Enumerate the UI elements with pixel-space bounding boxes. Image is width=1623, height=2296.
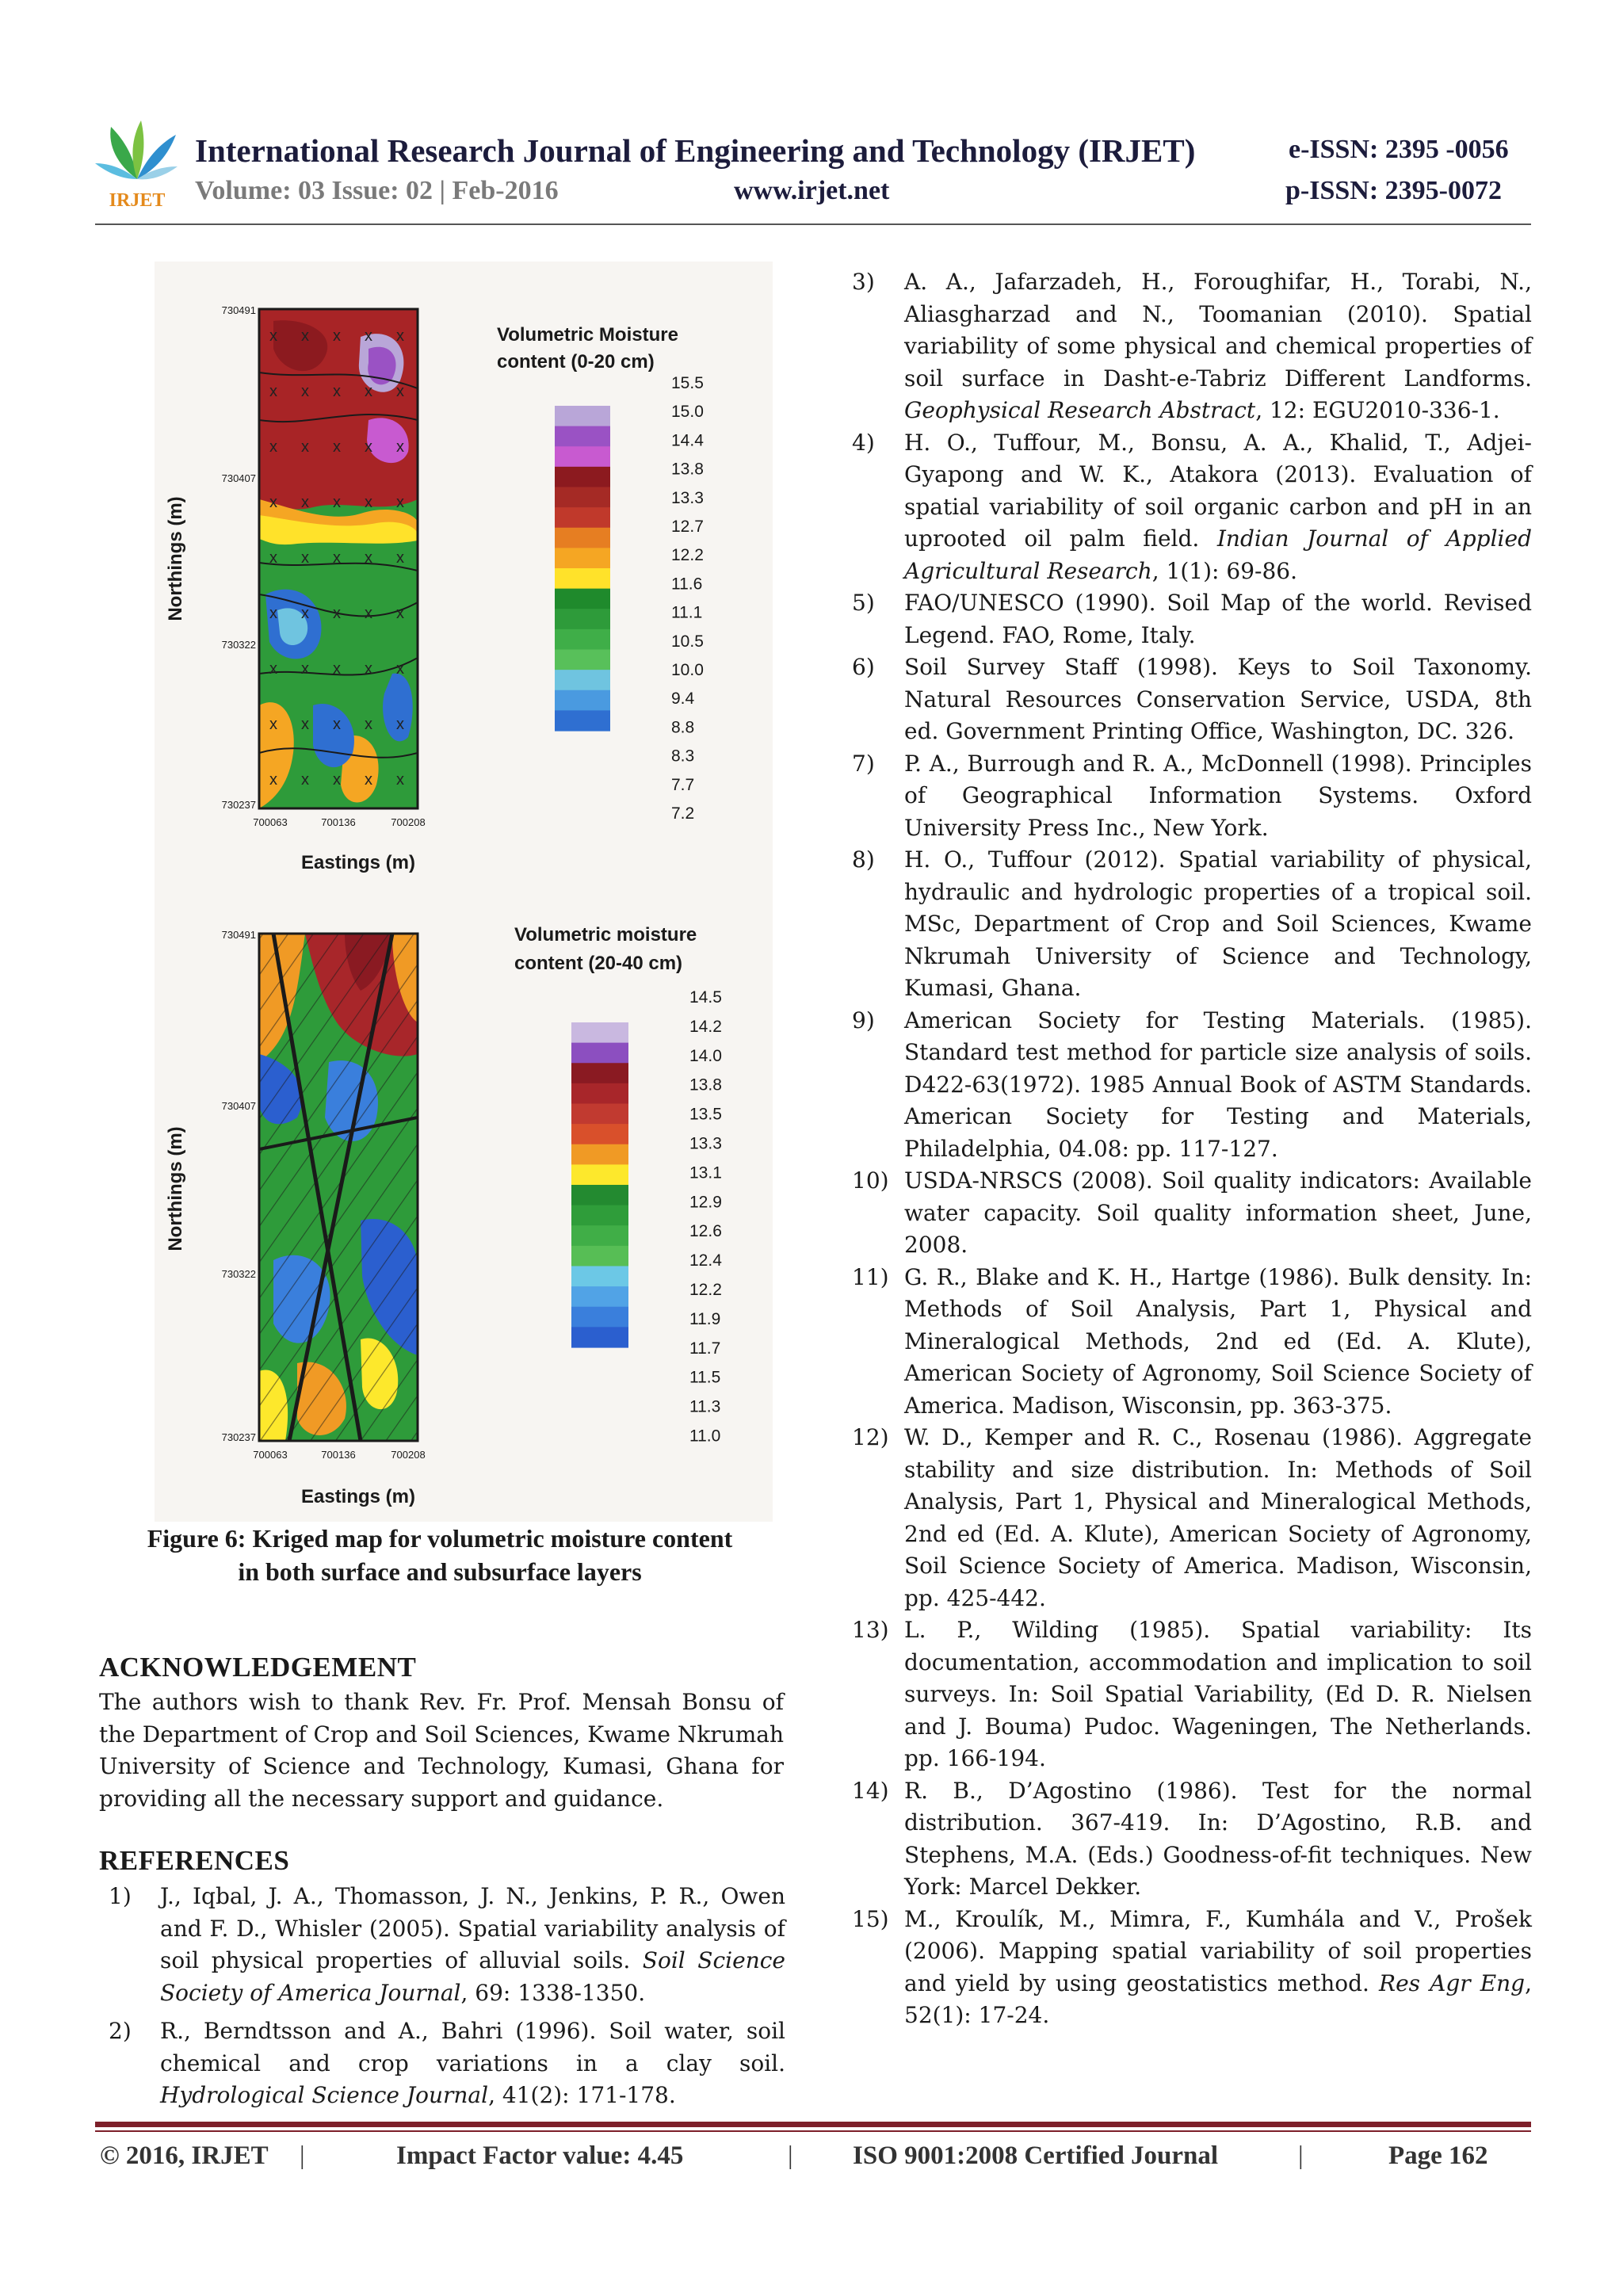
svg-text:x: x <box>269 494 277 511</box>
legend-value: 11.5 <box>689 1368 721 1387</box>
svg-text:x: x <box>365 549 372 567</box>
figure-caption <box>95 1522 785 1588</box>
journal-title: International Research Journal of Engineering and Technology (IRJET) <box>195 132 1196 169</box>
legend-value: 9.4 <box>671 690 695 709</box>
footer-separator: | <box>300 2141 305 2170</box>
reference-number: 1) <box>109 1883 132 1909</box>
legend-swatch <box>571 1185 628 1205</box>
map1-xtick-2: 700136 <box>321 816 356 828</box>
reference-text: J., Iqbal, J. A., Thomasson, J. N., Jenkins, P. R., Owen and F. D., Whisler (2005). Spatial variability analysis of soil physical properties of alluvial soils. <box>160 1883 785 1973</box>
svg-text:x: x <box>301 605 309 622</box>
svg-text:x: x <box>269 327 277 345</box>
reference-text: M., Kroulík, M., Mimra, F., Kumhála and V., Prošek (2006). Mapping spatial variability of soil properties and yield by using geostatistics method. <box>904 1905 1532 1996</box>
reference-text: G. R., Blake and K. H., Hartge (1986). Bulk density. In: Methods of Soil Analysis, Part 1, Physical and Mineralogical Methods, 2nd ed (Ed. A. Klute), American Society of Agronomy, Soil Science Society of America. Madison, Wisconsin, pp. 363-375. <box>904 1263 1532 1419</box>
svg-text:x: x <box>333 549 341 567</box>
reference-item <box>852 748 1532 845</box>
legend-value: 7.7 <box>671 775 695 794</box>
reference-text: Soil Survey Staff (1998). Keys to Soil Taxonomy. Natural Resources Conservation Service, USDA, 8th ed. Government Printing Office, Washington, DC. 326. <box>904 654 1532 744</box>
references-list-left <box>99 1881 785 2118</box>
kriged-maps <box>155 262 773 1522</box>
legend-swatch <box>571 1144 628 1165</box>
map1-legend-title-1: Volumetric Moisture <box>497 324 678 346</box>
references-list-right <box>852 266 1532 2032</box>
reference-item <box>852 1904 1532 2032</box>
legend-value: 12.2 <box>671 546 704 565</box>
legend-swatch <box>555 650 610 670</box>
map1-ytick-2: 730407 <box>221 472 256 484</box>
svg-text:x: x <box>269 605 277 622</box>
legend-value: 11.6 <box>671 575 703 594</box>
legend-value: 14.0 <box>689 1046 722 1065</box>
map2-subsurface <box>165 924 722 1507</box>
reference-details: , 69: 1338-1350. <box>460 1979 646 2006</box>
svg-text:x: x <box>365 438 372 456</box>
caption-line-2: in both surface and subsurface layers <box>238 1557 642 1586</box>
legend-value: 10.0 <box>671 661 704 679</box>
map1-ytick-1: 730491 <box>221 304 256 316</box>
map2-legend-labels <box>689 988 722 1446</box>
legend-swatch <box>571 1043 628 1064</box>
map1-legend-swatches <box>555 406 610 732</box>
reference-text: W. D., Kemper and R. C., Rosenau (1986). Aggregate stability and size distribution. In: Methods of Soil Analysis, Part 1, Physical and Mineralogical Methods, 2nd ed (Ed. A. Klute), American Society of Agronomy, Soil Science Society of America. Madison, Wisconsin, pp. 425-442. <box>904 1424 1532 1611</box>
svg-text:x: x <box>333 438 341 456</box>
map2-contours <box>259 934 418 1441</box>
svg-text:x: x <box>301 383 309 400</box>
map2-ytick-4: 730237 <box>221 1431 256 1443</box>
legend-swatch <box>571 1104 628 1125</box>
svg-text:x: x <box>301 494 309 511</box>
svg-text:x: x <box>396 716 404 733</box>
footer-iso: ISO 9001:2008 Certified Journal <box>853 2141 1219 2170</box>
acknowledgement-heading: ACKNOWLEDGEMENT <box>99 1652 417 1683</box>
reference-number: 12) <box>852 1424 889 1450</box>
reference-item <box>852 1775 1532 1904</box>
legend-value: 11.3 <box>689 1397 721 1416</box>
legend-value: 10.5 <box>671 632 704 651</box>
svg-text:x: x <box>396 549 404 567</box>
legend-swatch <box>555 710 610 731</box>
map2-xtick-3: 700208 <box>391 1449 426 1461</box>
reference-number: 8) <box>852 846 875 873</box>
reference-item <box>852 1422 1532 1614</box>
legend-value: 15.5 <box>671 374 704 392</box>
reference-journal: Soil Science Society of America Journal <box>160 1947 785 2006</box>
reference-text: P. A., Burrough and R. A., McDonnell (1998). Principles of Geographical Information Systems. Oxford University Press Inc., New York. <box>904 750 1532 841</box>
page-header <box>0 0 1623 238</box>
svg-text:x: x <box>301 716 309 733</box>
legend-value: 15.0 <box>671 403 704 422</box>
legend-swatch <box>571 1225 628 1246</box>
references-heading: REFERENCES <box>99 1845 290 1876</box>
svg-text:x: x <box>396 438 404 456</box>
svg-text:x: x <box>301 660 309 678</box>
reference-text: USDA-NRSCS (2008). Soil quality indicators: Available water capacity. Soil quality information sheet, June, 2008. <box>904 1167 1532 1258</box>
map1-legend-title-2: content (0-20 cm) <box>497 351 655 372</box>
svg-text:x: x <box>365 383 372 400</box>
svg-text:x: x <box>333 494 341 511</box>
legend-swatch <box>571 1327 628 1347</box>
legend-swatch <box>571 1246 628 1266</box>
reference-text: A. A., Jafarzadeh, H., Foroughifar, H., Torabi, N., Aliasgharzad and N., Toomanian (2010). Spatial variability of some physical and chemical properties of soil surface in Dasht-e-Tabriz Different Landforms. <box>904 269 1532 392</box>
svg-text:x: x <box>269 383 277 400</box>
reference-item <box>852 266 1532 427</box>
footer-copyright: © 2016, IRJET <box>100 2141 269 2170</box>
legend-swatch <box>571 1083 628 1104</box>
reference-journal: Indian Journal of Applied Agricultural Research <box>904 525 1533 584</box>
reference-item <box>852 1005 1532 1166</box>
map2-ytick-3: 730322 <box>221 1268 256 1280</box>
map1-xtick-3: 700208 <box>391 816 426 828</box>
footer-divider-thin <box>95 2130 1531 2132</box>
map1-x-label: Eastings (m) <box>300 852 416 873</box>
reference-number: 2) <box>109 2018 132 2044</box>
reference-details: , 1(1): 69-86. <box>1151 557 1297 584</box>
reference-details: , 12: EGU2010-336-1. <box>1255 397 1500 423</box>
legend-swatch <box>555 467 610 487</box>
reference-number: 7) <box>852 750 875 777</box>
legend-swatch <box>571 1205 628 1226</box>
svg-text:x: x <box>396 327 404 345</box>
reference-number: 4) <box>852 429 875 456</box>
volume-issue: Volume: 03 Issue: 02 | Feb-2016 <box>195 176 559 205</box>
reference-journal: Hydrological Science Journal <box>160 2082 489 2108</box>
svg-text:x: x <box>333 771 341 789</box>
legend-value: 7.2 <box>671 804 695 823</box>
reference-details: , 52(1): 17-24. <box>904 1969 1533 2028</box>
reference-text: H. O., Tuffour (2012). Spatial variability of physical, hydraulic and hydrologic properties of a tropical soil. MSc, Department of Crop and Soil Sciences, Kwame Nkrumah University of Science and Technology, Kumasi, Ghana. <box>904 846 1532 1001</box>
svg-text:x: x <box>301 771 309 789</box>
legend-swatch <box>571 1063 628 1083</box>
header-divider <box>95 223 1531 225</box>
reference-number: 14) <box>852 1777 889 1804</box>
legend-value: 11.0 <box>689 1427 721 1446</box>
svg-text:x: x <box>396 605 404 622</box>
map2-ytick-1: 730491 <box>221 929 256 941</box>
logo-leaves-icon <box>95 120 178 179</box>
svg-text:x: x <box>365 716 372 733</box>
legend-swatch <box>555 670 610 690</box>
legend-value: 8.3 <box>671 747 695 766</box>
legend-swatch <box>571 1307 628 1328</box>
svg-text:x: x <box>301 549 309 567</box>
svg-text:x: x <box>301 438 309 456</box>
reference-item <box>852 651 1532 748</box>
reference-text: R. B., D’Agostino (1986). Test for the normal distribution. 367-419. In: D’Agostino, R.B. and Stephens, M.A. (Eds.) Goodness-of-fit techniques. New York: Marcel Dekker. <box>904 1777 1532 1900</box>
map1-ytick-4: 730237 <box>221 799 256 811</box>
acknowledgement-body: The authors wish to thank Rev. Fr. Prof. Mensah Bonsu of the Department of Crop and Soil Sciences, Kwame Nkrumah University of Science and Technology, Kumasi, Ghana for providing all the necessary support and guidance. <box>99 1689 784 1812</box>
legend-value: 13.5 <box>689 1105 722 1124</box>
reference-item <box>852 1614 1532 1775</box>
legend-swatch <box>555 548 610 568</box>
legend-value: 12.7 <box>671 518 704 536</box>
legend-value: 11.1 <box>671 603 703 622</box>
reference-text: FAO/UNESCO (1990). Soil Map of the world. Revised Legend. FAO, Rome, Italy. <box>904 590 1532 648</box>
legend-value: 13.8 <box>671 460 704 479</box>
map2-legend-swatches <box>571 1022 628 1348</box>
reference-number: 5) <box>852 590 875 616</box>
svg-text:x: x <box>269 549 277 567</box>
footer-impact-factor: Impact Factor value: 4.45 <box>396 2141 684 2170</box>
svg-text:x: x <box>333 327 341 345</box>
reference-number: 6) <box>852 654 875 680</box>
legend-swatch <box>555 528 610 548</box>
legend-value: 8.8 <box>671 718 695 737</box>
legend-swatch <box>555 609 610 629</box>
caption-line-1: Figure 6: Kriged map for volumetric moisture content <box>147 1524 733 1553</box>
reference-item <box>852 427 1532 588</box>
reference-text: R., Berndtsson and A., Bahri (1996). Soil water, soil chemical and crop variations in a clay soil. <box>160 2018 785 2076</box>
legend-swatch <box>571 1022 628 1043</box>
map1-legend-labels <box>671 374 704 823</box>
svg-text:x: x <box>396 771 404 789</box>
map2-x-label: Eastings (m) <box>300 1486 416 1507</box>
reference-number: 3) <box>852 269 875 295</box>
reference-number: 11) <box>852 1263 889 1290</box>
legend-value: 12.9 <box>689 1193 722 1212</box>
figure-6 <box>155 262 773 1522</box>
reference-details: , 41(2): 171-178. <box>488 2082 676 2108</box>
reference-journal: Geophysical Research Abstract <box>904 397 1256 423</box>
reference-item <box>852 844 1532 1005</box>
svg-text:x: x <box>365 771 372 789</box>
footer-divider-thick <box>95 2122 1531 2127</box>
reference-number: 15) <box>852 1905 889 1932</box>
map2-ytick-2: 730407 <box>221 1100 256 1112</box>
svg-text:x: x <box>396 494 404 511</box>
svg-text:x: x <box>365 660 372 678</box>
map2-xtick-1: 700063 <box>253 1449 288 1461</box>
legend-swatch <box>555 690 610 711</box>
legend-swatch <box>571 1286 628 1307</box>
reference-number: 13) <box>852 1617 889 1643</box>
legend-value: 11.9 <box>689 1309 721 1328</box>
reference-item <box>852 1262 1532 1423</box>
map2-legend-title-1: Volumetric moisture <box>514 924 697 946</box>
reference-number: 10) <box>852 1167 889 1194</box>
legend-swatch <box>555 568 610 589</box>
map1-ytick-3: 730322 <box>221 639 256 651</box>
legend-value: 13.3 <box>689 1134 722 1153</box>
reference-item <box>852 587 1532 651</box>
reference-item <box>852 1165 1532 1262</box>
svg-text:x: x <box>333 605 341 622</box>
reference-journal: Res Agr Eng <box>1379 1969 1526 1996</box>
legend-value: 12.4 <box>689 1251 722 1270</box>
legend-swatch <box>555 426 610 447</box>
eissn: e-ISSN: 2395 -0056 <box>1289 135 1509 164</box>
legend-value: 14.4 <box>671 431 704 450</box>
legend-value: 13.1 <box>689 1163 722 1182</box>
legend-value: 11.7 <box>689 1339 721 1358</box>
map1-surface <box>165 304 704 873</box>
legend-swatch <box>571 1164 628 1185</box>
svg-text:x: x <box>396 660 404 678</box>
website-link[interactable]: www.irjet.net <box>734 176 890 205</box>
reference-item <box>99 1881 785 2009</box>
svg-text:x: x <box>333 660 341 678</box>
svg-text:x: x <box>396 383 404 400</box>
svg-text:x: x <box>301 327 309 345</box>
legend-value: 14.5 <box>689 988 722 1007</box>
legend-swatch <box>555 446 610 467</box>
svg-text:x: x <box>333 716 341 733</box>
irjet-logo <box>94 117 181 211</box>
map2-y-label: Northings (m) <box>165 1126 186 1251</box>
map2-xtick-2: 700136 <box>321 1449 356 1461</box>
legend-swatch <box>555 629 610 650</box>
footer-separator: | <box>788 2141 793 2170</box>
legend-value: 13.8 <box>689 1075 722 1095</box>
svg-text:x: x <box>365 605 372 622</box>
reference-item <box>99 2015 785 2112</box>
svg-text:x: x <box>333 383 341 400</box>
svg-text:x: x <box>269 716 277 733</box>
footer-separator: | <box>1298 2141 1304 2170</box>
legend-value: 13.3 <box>671 488 704 507</box>
legend-value: 14.2 <box>689 1017 722 1036</box>
svg-text:x: x <box>269 660 277 678</box>
legend-swatch <box>571 1266 628 1287</box>
logo-wordmark: IRJET <box>109 190 166 211</box>
legend-swatch <box>555 406 610 426</box>
svg-text:x: x <box>269 771 277 789</box>
svg-text:x: x <box>365 327 372 345</box>
reference-text: L. P., Wilding (1985). Spatial variability: Its documentation, accommodation and implication to soil surveys. In: Soil Spatial Variability, (Ed D. R. Nielsen and J. Bouma) Pudoc. Wageningen, The Netherlands. pp. 166-194. <box>904 1617 1532 1771</box>
reference-number: 9) <box>852 1007 875 1033</box>
legend-value: 12.6 <box>689 1222 722 1241</box>
legend-swatch <box>555 507 610 528</box>
pissn: p-ISSN: 2395-0072 <box>1285 176 1502 205</box>
svg-text:x: x <box>269 438 277 456</box>
legend-swatch <box>555 487 610 508</box>
legend-swatch <box>571 1124 628 1144</box>
reference-text: American Society for Testing Materials. (1985). Standard test method for particle size analysis of soils. D422-63(1972). 1985 Annual Book of ASTM Standards. American Society for Testing and Materials, Philadelphia, 04.08: pp. 117-127. <box>904 1007 1532 1162</box>
map1-y-label: Northings (m) <box>165 496 186 621</box>
legend-swatch <box>555 589 610 609</box>
footer-page-number: Page 162 <box>1388 2141 1488 2170</box>
map2-legend-title-2: content (20-40 cm) <box>514 953 683 974</box>
svg-text:x: x <box>365 494 372 511</box>
map1-xtick-1: 700063 <box>253 816 288 828</box>
reference-text: H. O., Tuffour, M., Bonsu, A. A., Khalid, T., Adjei-Gyapong and W. K., Atakora (2013). Evaluation of spatial variability of soil organic carbon and pH in an uprooted oil palm field. <box>904 429 1532 552</box>
legend-value: 12.2 <box>689 1281 722 1299</box>
